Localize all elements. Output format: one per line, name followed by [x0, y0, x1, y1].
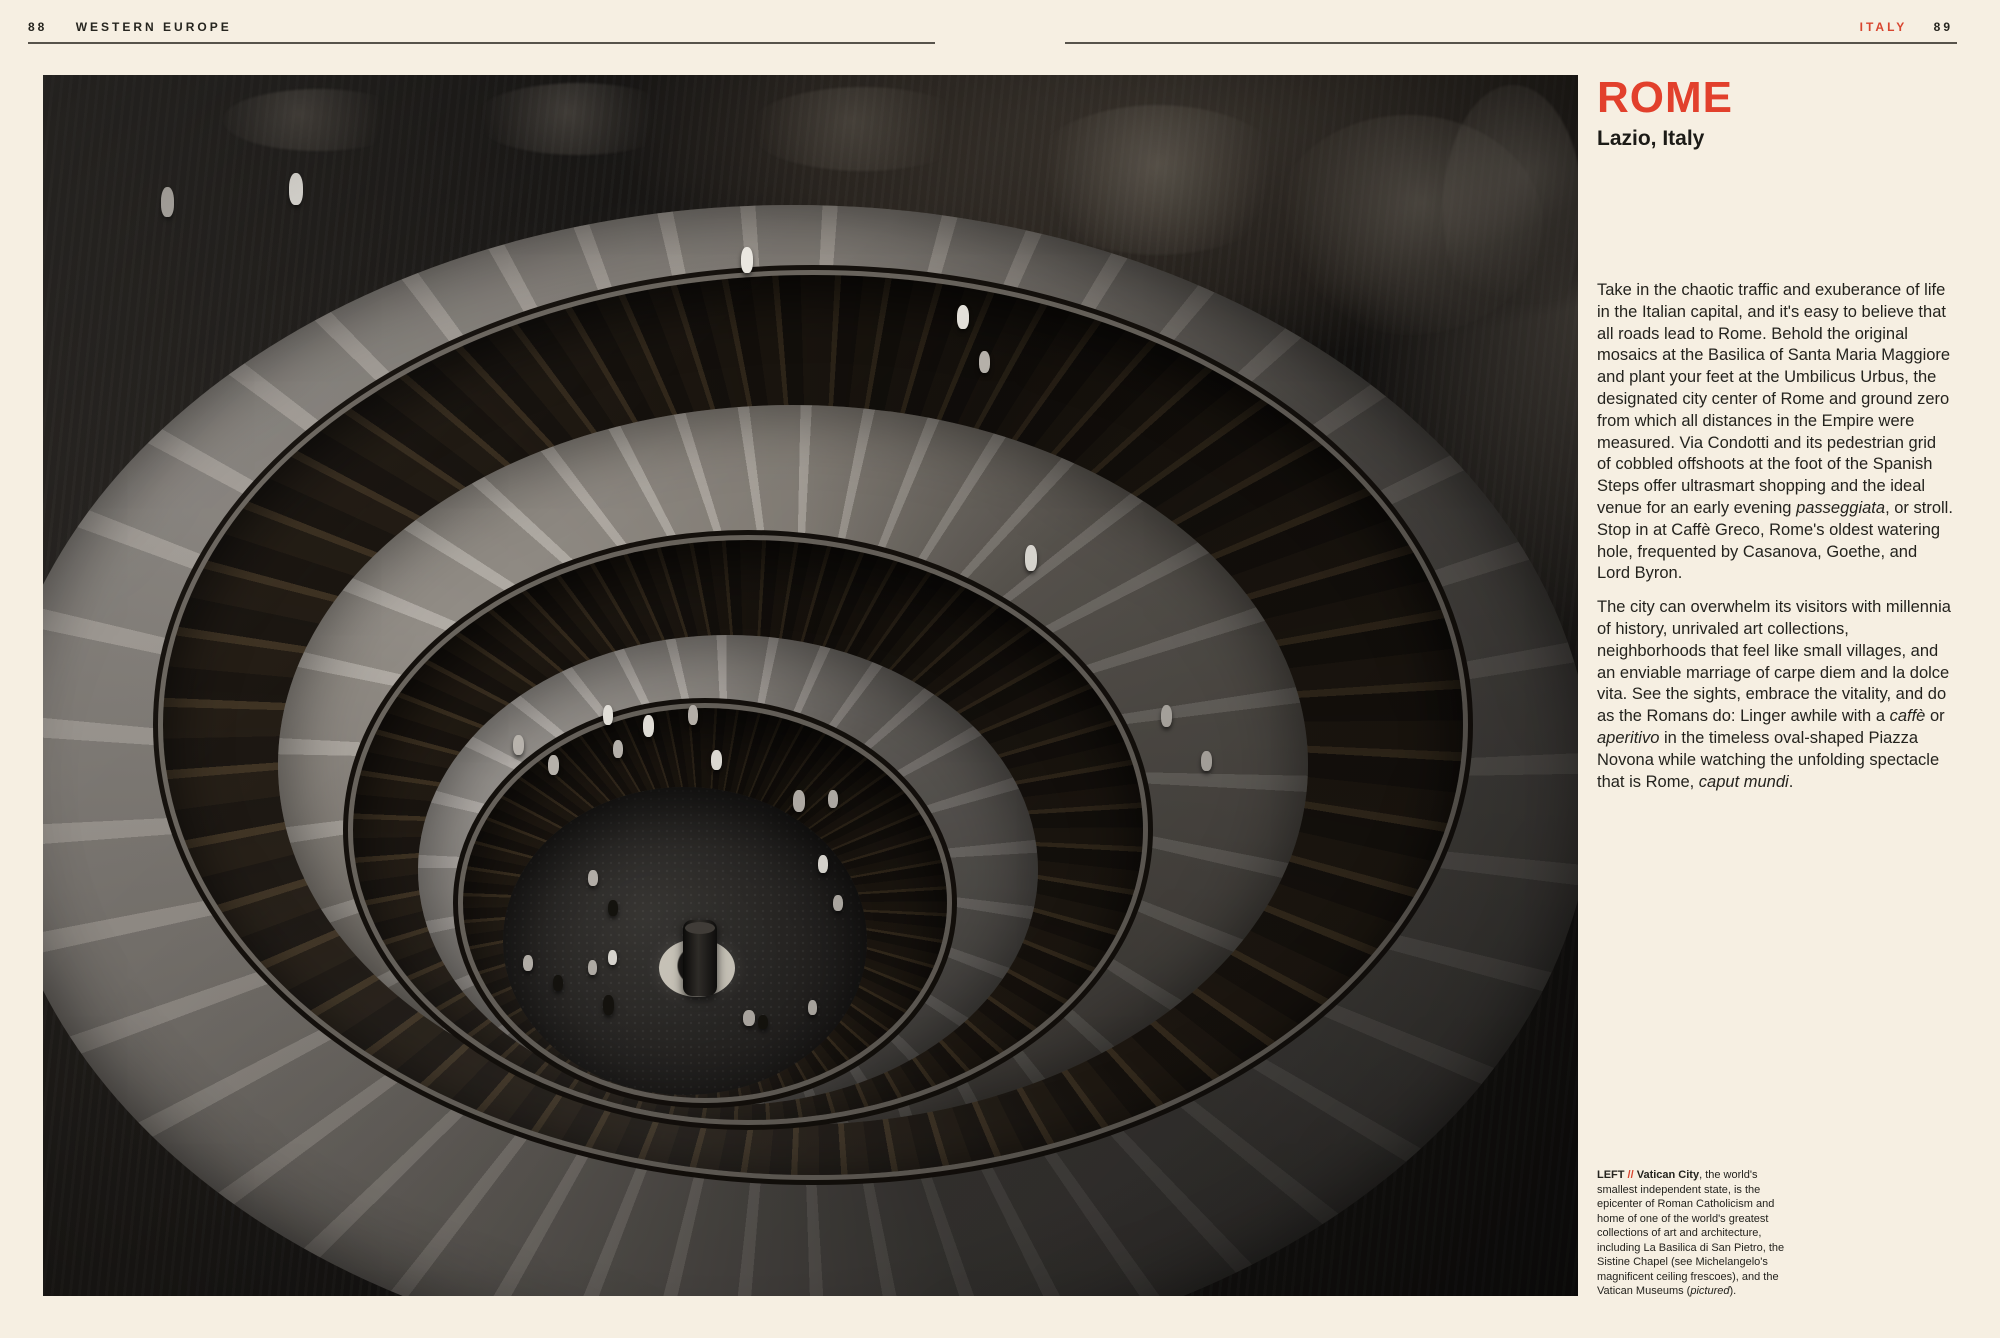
running-head-right	[1860, 20, 1953, 34]
person-figure	[818, 855, 828, 873]
section-label-left: WESTERN EUROPE	[75, 20, 232, 34]
person-figure	[711, 750, 722, 770]
wall-relief-carving	[1443, 85, 1578, 335]
person-figure	[548, 755, 559, 775]
wall-relief-carving	[223, 89, 413, 151]
wall-relief-carving	[1023, 105, 1293, 255]
page-title: ROME	[1597, 73, 1733, 122]
vatican-staircase-photo	[43, 75, 1578, 1296]
page-number-left: 88	[28, 20, 48, 34]
person-figure	[741, 247, 753, 273]
person-figure	[161, 187, 174, 217]
wall-relief-carving	[473, 83, 683, 155]
person-figure	[553, 975, 563, 991]
person-figure	[603, 995, 614, 1015]
person-figure	[828, 790, 838, 808]
photo-caption: LEFT // Vatican City, the world's smallest independent state, is the epicenter of Roman Catholicism and home of one of the world's greatest collections of art and architecture, including La Basilica di San Pietro, the Sistine Chapel (see Michelangelo's magnificent ceiling frescoes), and the Vatican Museums (pictured).	[1597, 1169, 1785, 1297]
person-figure	[758, 1015, 768, 1029]
display-pedestal	[683, 920, 717, 996]
person-figure	[603, 705, 613, 725]
running-head-left	[28, 20, 232, 34]
person-figure	[588, 960, 597, 975]
header-rule-left	[28, 42, 935, 44]
header-rule-right	[1065, 42, 1957, 44]
body-paragraph-2: The city can overwhelm its visitors with millennia of history, unrivaled art collections, neighborhoods that feel like small villages, and an enviable marriage of carpe diem and la dolce vita. See the sights, embrace the vitality, and do as the Romans do: Linger awhile with a caffè or aperitivo in the timeless oval-shaped Piazza Novona while watching the unfolding spectacle that is Rome, caput mundi.	[1597, 598, 1951, 791]
person-figure	[1025, 545, 1037, 571]
person-figure	[608, 900, 618, 916]
person-figure	[523, 955, 533, 971]
person-figure	[808, 1000, 817, 1015]
person-figure	[688, 705, 698, 725]
person-figure	[1201, 751, 1212, 771]
person-figure	[588, 870, 598, 886]
person-figure	[957, 305, 969, 329]
person-figure	[793, 790, 805, 812]
person-figure	[513, 735, 524, 755]
wall-relief-carving	[748, 87, 978, 171]
person-figure	[608, 950, 617, 965]
person-figure	[833, 895, 843, 911]
person-figure	[979, 351, 990, 373]
person-figure	[1161, 705, 1172, 727]
person-figure	[643, 715, 654, 737]
body-paragraph-1: Take in the chaotic traffic and exuberance of life in the Italian capital, and it's easy to believe that all roads lead to Rome. Behold the original mosaics at the Basilica of Santa Maria Maggiore and plant your feet at the Umbilicus Urbus, the designated city center of Rome and ground zero from which all distances in the Empire were measured. Via Condotti and its pedestrian grid of cobbled offshoots at the foot of the Spanish Steps offer ultrasmart shopping and the ideal venue for an early evening passeggiata, or stroll. Stop in at Caffè Greco, Rome's oldest watering hole, frequented by Casanova, Goethe, and Lord Byron.	[1597, 281, 1953, 583]
person-figure	[289, 173, 303, 205]
article-column	[1597, 73, 1953, 793]
person-figure	[613, 740, 623, 758]
person-figure	[743, 1010, 755, 1026]
page-number-right: 89	[1933, 20, 1953, 34]
section-label-right: ITALY	[1859, 20, 1908, 34]
page-subtitle: Lazio, Italy	[1597, 127, 1705, 150]
